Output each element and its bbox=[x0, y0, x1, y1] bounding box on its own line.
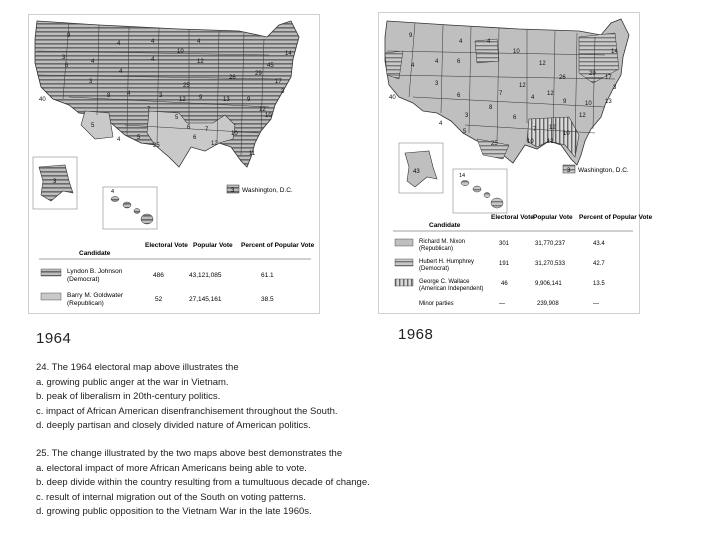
vote-label: 4 bbox=[411, 63, 415, 69]
vote-label: 14 bbox=[285, 51, 292, 57]
vote-label: 29 bbox=[589, 71, 596, 77]
vote-label: 4 bbox=[197, 39, 201, 45]
percent-vote: 42.7 bbox=[593, 261, 605, 267]
caption-1968: 1968 bbox=[398, 326, 434, 343]
col-percent-1968: Percent of Popular Vote bbox=[579, 214, 653, 221]
vote-label: 4 bbox=[111, 189, 115, 195]
vote-label: 3 bbox=[62, 55, 66, 61]
vote-label: 3 bbox=[613, 85, 617, 91]
vote-label: 4 bbox=[151, 57, 155, 63]
table-row-1968-wallace bbox=[395, 279, 605, 292]
vote-label: 25 bbox=[183, 83, 190, 89]
vote-label: 5 bbox=[463, 129, 467, 135]
popular-vote: 43,121,085 bbox=[189, 272, 222, 279]
vote-label: 10 bbox=[177, 49, 184, 55]
vote-label: 17 bbox=[605, 75, 612, 81]
vote-label: 12 bbox=[547, 139, 554, 145]
candidate-name: Lyndon B. Johnson bbox=[67, 268, 123, 275]
map-1968-figure bbox=[378, 12, 653, 314]
vote-label: 6 bbox=[193, 135, 197, 141]
vote-label: 9 bbox=[563, 99, 567, 105]
vote-label: 8 bbox=[107, 93, 111, 99]
vote-label: 26 bbox=[229, 75, 236, 81]
table-row-1964-goldwater bbox=[41, 292, 274, 307]
candidate-party: (American Independent) bbox=[419, 286, 484, 292]
vote-label: 43 bbox=[413, 169, 420, 175]
electoral-vote: — bbox=[499, 301, 505, 307]
vote-label: 4 bbox=[119, 69, 123, 75]
question-25-option-b: b. deep divide within the country resulting from a tumultuous decade of change. bbox=[36, 477, 370, 489]
vote-label: 4 bbox=[151, 39, 155, 45]
popular-vote: 9,906,141 bbox=[535, 281, 562, 287]
col-popular-1968: Popular Vote bbox=[533, 214, 573, 221]
caption-1964: 1964 bbox=[36, 330, 72, 347]
col-candidate-1964: Candidate bbox=[79, 250, 111, 257]
vote-label: 14 bbox=[459, 173, 466, 179]
vote-label: 6 bbox=[457, 59, 461, 65]
vote-label: 4 bbox=[117, 137, 121, 143]
table-row-1968-minor bbox=[419, 301, 599, 307]
johnson-swatch bbox=[41, 269, 61, 276]
nixon-swatch bbox=[395, 239, 413, 246]
question-24-option-a: a. growing public anger at the war in Vietnam. bbox=[36, 376, 229, 388]
vote-label: 11 bbox=[249, 151, 256, 157]
electoral-vote: 46 bbox=[501, 281, 508, 287]
col-popular-1964: Popular Vote bbox=[193, 242, 233, 249]
candidate-name: Barry M. Goldwater bbox=[67, 292, 123, 299]
col-electoral-1964: Electoral Vote bbox=[145, 242, 188, 249]
percent-vote: 13.5 bbox=[593, 281, 605, 287]
vote-label: 13 bbox=[605, 99, 612, 105]
question-24-stem: 24. The 1964 electoral map above illustrates the bbox=[36, 362, 239, 373]
question-24 bbox=[36, 361, 338, 434]
candidate-party: (Democrat) bbox=[67, 276, 100, 283]
question-24-option-d: d. deeply partisan and closely divided nature of American politics. bbox=[36, 420, 311, 432]
vote-label: 7 bbox=[205, 127, 209, 133]
vote-label: 3 bbox=[159, 93, 163, 99]
percent-vote: 38.5 bbox=[261, 296, 274, 303]
vote-label: 3 bbox=[435, 81, 439, 87]
arizona-1964 bbox=[81, 111, 113, 139]
vote-label: 29 bbox=[255, 71, 262, 77]
vote-label: 6 bbox=[65, 63, 69, 69]
vote-label: 4 bbox=[127, 91, 131, 97]
dc-label-1968: Washington, D.C. bbox=[578, 167, 629, 174]
electoral-vote: 191 bbox=[499, 261, 510, 267]
map-1968-svg bbox=[379, 13, 653, 315]
vote-label: 5 bbox=[137, 135, 141, 141]
col-electoral-1968: Electoral Vote bbox=[491, 214, 534, 221]
vote-label: 6 bbox=[513, 115, 517, 121]
vote-label: 10 bbox=[265, 113, 272, 119]
map-1964-figure bbox=[28, 14, 320, 314]
vote-label: 40 bbox=[389, 95, 396, 101]
percent-vote: 61.1 bbox=[261, 272, 274, 279]
question-25-stem: 25. The change illustrated by the two maps above best demonstrates the bbox=[36, 448, 343, 459]
vote-label: 4 bbox=[439, 121, 443, 127]
table-row-1968-humphrey bbox=[395, 259, 605, 272]
vote-label: 4 bbox=[531, 95, 535, 101]
question-24-option-b: b. peak of liberalism in 20th-century politics. bbox=[36, 391, 221, 403]
question-25-option-a: a. electoral impact of more African Americans being able to vote. bbox=[36, 462, 307, 474]
vote-label: 13 bbox=[223, 97, 230, 103]
vote-label: 3 bbox=[281, 89, 285, 95]
vote-label: 3 bbox=[465, 113, 469, 119]
vote-label: 12 bbox=[197, 59, 204, 65]
electoral-vote: 301 bbox=[499, 241, 510, 247]
vote-label: 14 bbox=[611, 49, 618, 55]
vote-label: 3 bbox=[53, 179, 57, 185]
candidate-name: Minor parties bbox=[419, 301, 454, 307]
popular-vote: 239,908 bbox=[537, 301, 559, 307]
percent-vote: — bbox=[593, 301, 599, 307]
vote-label: 6 bbox=[457, 93, 461, 99]
candidate-name: George C. Wallace bbox=[419, 279, 470, 285]
vote-label: 3 bbox=[89, 79, 93, 85]
vote-label: 25 bbox=[153, 143, 160, 149]
question-25 bbox=[36, 447, 370, 520]
vote-label: 4 bbox=[117, 41, 121, 47]
vote-label: 17 bbox=[275, 79, 282, 85]
candidate-party: (Republican) bbox=[419, 246, 454, 252]
vote-label: 12 bbox=[519, 83, 526, 89]
percent-vote: 43.4 bbox=[593, 241, 605, 247]
vote-label: 10 bbox=[231, 131, 238, 137]
question-25-option-d: d. growing public opposition to the Vietnam War in the late 1960s. bbox=[36, 506, 312, 518]
vote-label: 10 bbox=[527, 139, 534, 145]
vote-label: 5 bbox=[91, 123, 95, 129]
vote-label: 9 bbox=[247, 97, 251, 103]
vote-label: 12 bbox=[211, 141, 218, 147]
vote-label: 4 bbox=[487, 39, 491, 45]
vote-label: 6 bbox=[187, 125, 191, 131]
vote-label: 40 bbox=[39, 97, 46, 103]
vote-label: 9 bbox=[409, 33, 413, 39]
vote-label: 25 bbox=[491, 141, 498, 147]
vote-label: 5 bbox=[175, 115, 179, 121]
popular-vote: 27,145,161 bbox=[189, 296, 222, 303]
electoral-vote: 52 bbox=[155, 296, 163, 303]
vote-label: 12 bbox=[549, 125, 556, 131]
popular-vote: 31,770,237 bbox=[535, 241, 566, 247]
vote-label: 4 bbox=[459, 39, 463, 45]
vote-label: 9 bbox=[67, 33, 71, 39]
vote-label: 10 bbox=[563, 131, 570, 137]
dc-votes-1968: 3 bbox=[567, 168, 571, 174]
electoral-vote: 486 bbox=[153, 272, 164, 279]
vote-label: 26 bbox=[559, 75, 566, 81]
dc-votes-1964: 3 bbox=[231, 188, 235, 194]
vote-label: 10 bbox=[585, 101, 592, 107]
vote-label: 7 bbox=[147, 107, 151, 113]
vote-label: 12 bbox=[579, 113, 586, 119]
candidate-party: (Republican) bbox=[67, 300, 104, 307]
vote-label: 4 bbox=[91, 59, 95, 65]
vote-label: 12 bbox=[179, 97, 186, 103]
vote-label: 8 bbox=[489, 105, 493, 111]
map-1964-svg bbox=[29, 15, 321, 315]
col-candidate-1968: Candidate bbox=[429, 222, 461, 229]
vote-label: 7 bbox=[533, 127, 537, 133]
candidate-name: Richard M. Nixon bbox=[419, 239, 466, 245]
wallace-swatch bbox=[395, 279, 413, 286]
vote-label: 9 bbox=[199, 95, 203, 101]
vote-label: 12 bbox=[547, 91, 554, 97]
table-row-1968-nixon bbox=[395, 239, 605, 252]
vote-label: 4 bbox=[435, 59, 439, 65]
dc-label-1964: Washington, D.C. bbox=[242, 187, 293, 194]
vote-label: 12 bbox=[259, 107, 266, 113]
candidate-name: Hubert H. Humphrey bbox=[419, 259, 475, 265]
vote-label: 12 bbox=[539, 61, 546, 67]
goldwater-swatch bbox=[41, 293, 61, 300]
col-percent-1964: Percent of Popular Vote bbox=[241, 242, 315, 249]
vote-label: 45 bbox=[267, 63, 274, 69]
table-row-1964-johnson bbox=[41, 268, 274, 283]
vote-label: 7 bbox=[499, 91, 503, 97]
question-25-option-c: c. result of internal migration out of the South on voting patterns. bbox=[36, 491, 306, 503]
humphrey-swatch bbox=[395, 259, 413, 266]
popular-vote: 31,270,533 bbox=[535, 261, 566, 267]
vote-label: 10 bbox=[513, 49, 520, 55]
candidate-party: (Democrat) bbox=[419, 266, 450, 272]
question-24-option-c: c. impact of African American disenfranchisement throughout the South. bbox=[36, 405, 338, 417]
